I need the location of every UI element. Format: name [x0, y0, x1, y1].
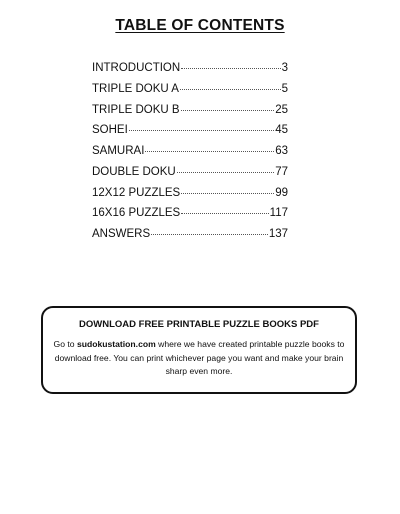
toc-label: TRIPLE DOKU A — [92, 82, 179, 95]
page-title: TABLE OF CONTENTS — [115, 17, 285, 34]
toc-label: DOUBLE DOKU — [92, 165, 176, 178]
toc-label: SOHEI — [92, 124, 128, 137]
toc-label: ANSWERS — [92, 228, 151, 240]
toc-page-number: 63 — [275, 145, 288, 157]
toc-label: 12X12 PUZZLES — [92, 186, 181, 199]
toc-label: 16X16 PUZZLES — [92, 207, 181, 220]
table-of-contents — [92, 62, 288, 249]
toc-item-sohei[interactable] — [92, 124, 288, 145]
toc-page-number: 117 — [269, 207, 288, 220]
toc-page-number: 5 — [281, 82, 288, 95]
toc-leader-dots — [181, 213, 268, 214]
promo-body — [53, 338, 345, 379]
toc-page-number: 25 — [275, 103, 288, 116]
toc-label: INTRODUCTION — [92, 62, 181, 74]
toc-item-samurai[interactable] — [92, 145, 288, 166]
toc-page-number: 3 — [281, 62, 288, 74]
sudokustation-link[interactable]: sudokustation.com — [76, 339, 156, 349]
toc-leader-dots — [129, 130, 274, 131]
toc-leader-dots — [181, 68, 280, 69]
toc-item-answers[interactable] — [92, 228, 288, 249]
toc-item-introduction[interactable] — [92, 62, 288, 83]
toc-item-12x12-puzzles[interactable] — [92, 187, 288, 208]
download-promo-box — [41, 306, 357, 394]
toc-page-number: 137 — [268, 228, 288, 240]
toc-leader-dots — [145, 151, 274, 152]
toc-page-number: 77 — [275, 165, 288, 178]
toc-page-number: 45 — [275, 124, 288, 137]
toc-leader-dots — [181, 193, 274, 194]
toc-leader-dots — [177, 172, 274, 173]
toc-leader-dots — [181, 110, 275, 111]
toc-item-double-doku[interactable] — [92, 166, 288, 187]
toc-leader-dots — [151, 234, 268, 235]
toc-item-triple-doku-b[interactable] — [92, 104, 288, 125]
toc-label: SAMURAI — [92, 145, 145, 157]
promo-body-suffix: where we have created printable puzzle books to download free. You can print whichever page you want and make your brain sharp even more. — [54, 339, 345, 376]
toc-item-triple-doku-a[interactable] — [92, 83, 288, 104]
promo-heading: DOWNLOAD FREE PRINTABLE PUZZLE BOOKS PDF — [79, 319, 319, 330]
toc-page-number: 99 — [275, 186, 288, 199]
promo-body-prefix: Go to — [53, 339, 77, 349]
toc-item-16x16-puzzles[interactable] — [92, 207, 288, 228]
toc-leader-dots — [180, 89, 281, 90]
toc-label: TRIPLE DOKU B — [92, 103, 180, 116]
